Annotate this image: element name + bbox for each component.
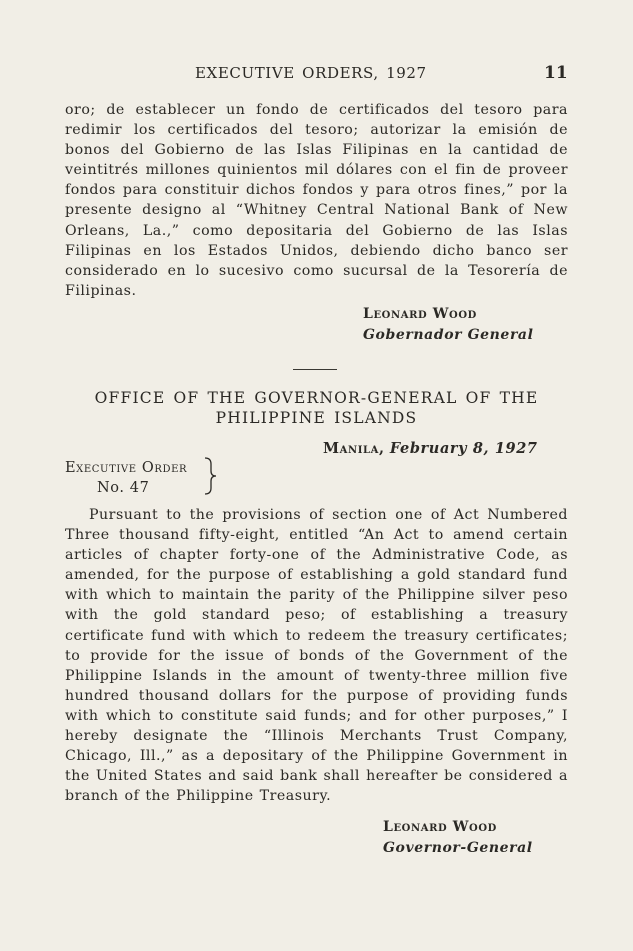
continued-paragraph: oro; de establecer un fondo de certificados del tesoro para redimir los certificados del tesoro; autorizar la emisión de bonos del Gobierno de las Islas Filipinas en la cantidad de veintitrés millones quinientos mil dólares con el fin de proveer fondos para constituir dichos fondos y para otros fines,” por la presente designo al “Whitney Central National Bank of New Orleans, La.,” como depositaria del Gobierno de las Islas Filipinas en los Estados Unidos, debiendo dicho banco ser considerado en lo sucesivo como sucursal de la Tesorería de Filipinas. xyxy=(65,102,568,299)
section-divider xyxy=(293,369,337,370)
dateline xyxy=(323,440,538,457)
dateline-place: Manila, xyxy=(323,440,385,457)
page-number: 11 xyxy=(544,63,568,83)
signatory-name: Leonard Wood xyxy=(383,819,497,835)
order-label-title: Executive Order xyxy=(65,460,188,476)
signatory-name: Leonard Wood xyxy=(363,306,477,322)
signature-block-spanish xyxy=(363,304,534,346)
dateline-date: February 8, 1927 xyxy=(389,440,538,457)
running-head xyxy=(0,64,633,86)
running-title: EXECUTIVE ORDERS, 1927 xyxy=(195,64,427,82)
order-number: No. 47 xyxy=(97,480,150,496)
office-heading: OFFICE OF THE GOVERNOR-GENERAL OF THE PHILIPPINE ISLANDS xyxy=(94,389,539,427)
signature-block-english xyxy=(383,817,533,859)
signatory-title: Gobernador General xyxy=(363,327,534,343)
executive-order-label xyxy=(65,458,187,498)
order-paragraph: Pursuant to the provisions of section one of Act Numbered Three thousand fifty-eight, entitled “An Act to amend certain articles of chapter forty-one of the Administrative Code, as amended, for the purpose of establishing a gold standard fund with which to maintain the parity of the Philippine silver peso with the gold standard peso; of establishing a treasury certificate fund with which to redeem the treasury certificates; to provide for the issue of bonds of the Government of the Philippine Islands in the amount of twenty-three million five hundred thousand dollars for the purpose of providing funds with which to constitute said funds; and for other purposes,” I hereby designate the “Illinois Merchants Trust Company, Chicago, Ill.,” as a depositary of the Philippine Government in the United States and said bank shall hereafter be considered a branch of the Philippine Treasury. xyxy=(65,507,568,805)
signatory-title: Governor-General xyxy=(383,840,533,856)
right-brace-icon xyxy=(203,456,217,496)
